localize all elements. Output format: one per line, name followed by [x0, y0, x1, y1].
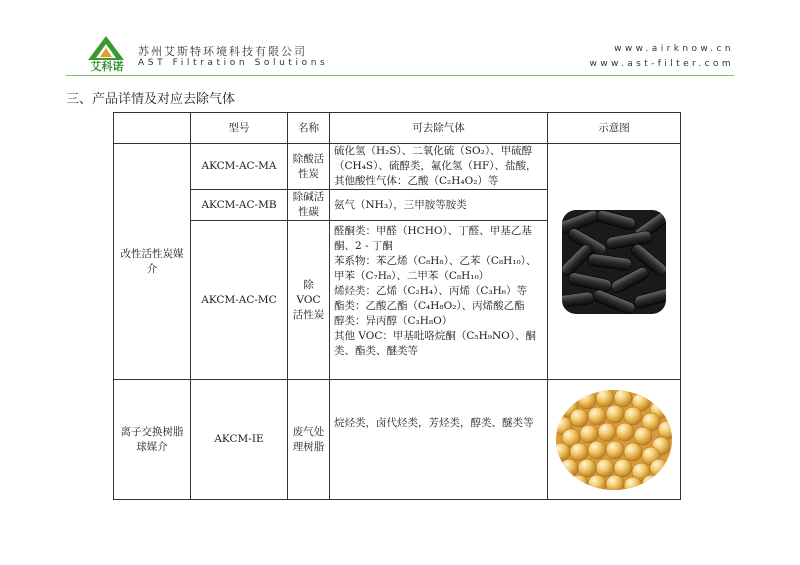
gases-cell: [330, 221, 548, 380]
gas-line: 氨气（NH₃），三甲胺等胺类: [334, 198, 467, 211]
section-title: 三、产品详情及对应去除气体: [66, 92, 236, 107]
product-table: [113, 112, 681, 500]
category-cell: 离子交换树脂球媒介: [114, 380, 191, 500]
gases-cell: [330, 380, 548, 500]
gas-line: 酯类：乙酸乙酯（C₄H₈O₂）、丙烯酸乙酯: [334, 300, 525, 312]
gas-line: 烯烃类：乙烯（C₂H₄）、丙烯（C₃H₆）等: [334, 285, 527, 297]
name-cell: 除碱活性碳: [288, 190, 330, 221]
model-cell: AKCM-AC-MC: [191, 221, 288, 380]
header-divider: [66, 75, 734, 76]
company-name-en: AST Filtration Solutions: [138, 58, 329, 68]
model-cell: AKCM-AC-MA: [191, 144, 288, 190]
activated-carbon-image: [562, 210, 666, 314]
page-header: [0, 0, 800, 80]
model-cell: AKCM-AC-MB: [191, 190, 288, 221]
model-cell: AKCM-IE: [191, 380, 288, 500]
name-cell: 废气处理树脂: [288, 380, 330, 500]
category-cell: 改性活性炭媒介: [114, 144, 191, 380]
table-row: [114, 144, 681, 190]
name-cell: 除酸活性炭: [288, 144, 330, 190]
company-name-cn: 苏州艾斯特环境科技有限公司: [138, 45, 307, 58]
gas-line: 其他 VOC：甲基吡咯烷酮（C₅H₉NO）、酮类、酯类、醚类等: [334, 330, 537, 357]
gas-line: 醇类：异丙醇（C₃H₈O）: [334, 315, 453, 327]
image-cell: [548, 144, 681, 380]
gas-line: 烷烃类，卤代烃类，芳烃类，醇类、醚类等: [334, 417, 534, 429]
header-cell-image: 示意图: [548, 113, 681, 144]
resin-beads-image: [555, 388, 673, 492]
gas-line: 硫化氢（H₂S）、二氧化硫（SO₂）、甲硫醇（CH₄S）、硫醇类，氟化氢（HF）、盐酸，其他酸性气体：乙酸（C₂H₄O₂）等: [334, 145, 537, 187]
gas-line: 苯系物：苯乙烯（C₈H₈）、乙苯（C₈H₁₀）、甲苯（C₇H₈）、二甲苯（C₈H₁₀）: [334, 255, 537, 282]
gases-cell: [330, 190, 548, 221]
website-url-2[interactable]: www.ast-filter.com: [589, 59, 734, 69]
name-cell: 除VOC活性炭: [288, 221, 330, 380]
header-cell-name: 名称: [288, 113, 330, 144]
logo-text: 艾科诺: [90, 60, 124, 73]
gases-cell: [330, 144, 548, 190]
image-cell: [548, 380, 681, 500]
website-url-1[interactable]: www.airknow.cn: [614, 44, 734, 54]
header-cell-gases: 可去除气体: [330, 113, 548, 144]
header-cell-category: [114, 113, 191, 144]
table-header-row: [114, 113, 681, 144]
gas-line: 醛酮类：甲醛（HCHO）、丁醛、甲基乙基酮、2 - 丁酮: [334, 225, 532, 252]
table-row: [114, 380, 681, 500]
header-cell-model: 型号: [191, 113, 288, 144]
